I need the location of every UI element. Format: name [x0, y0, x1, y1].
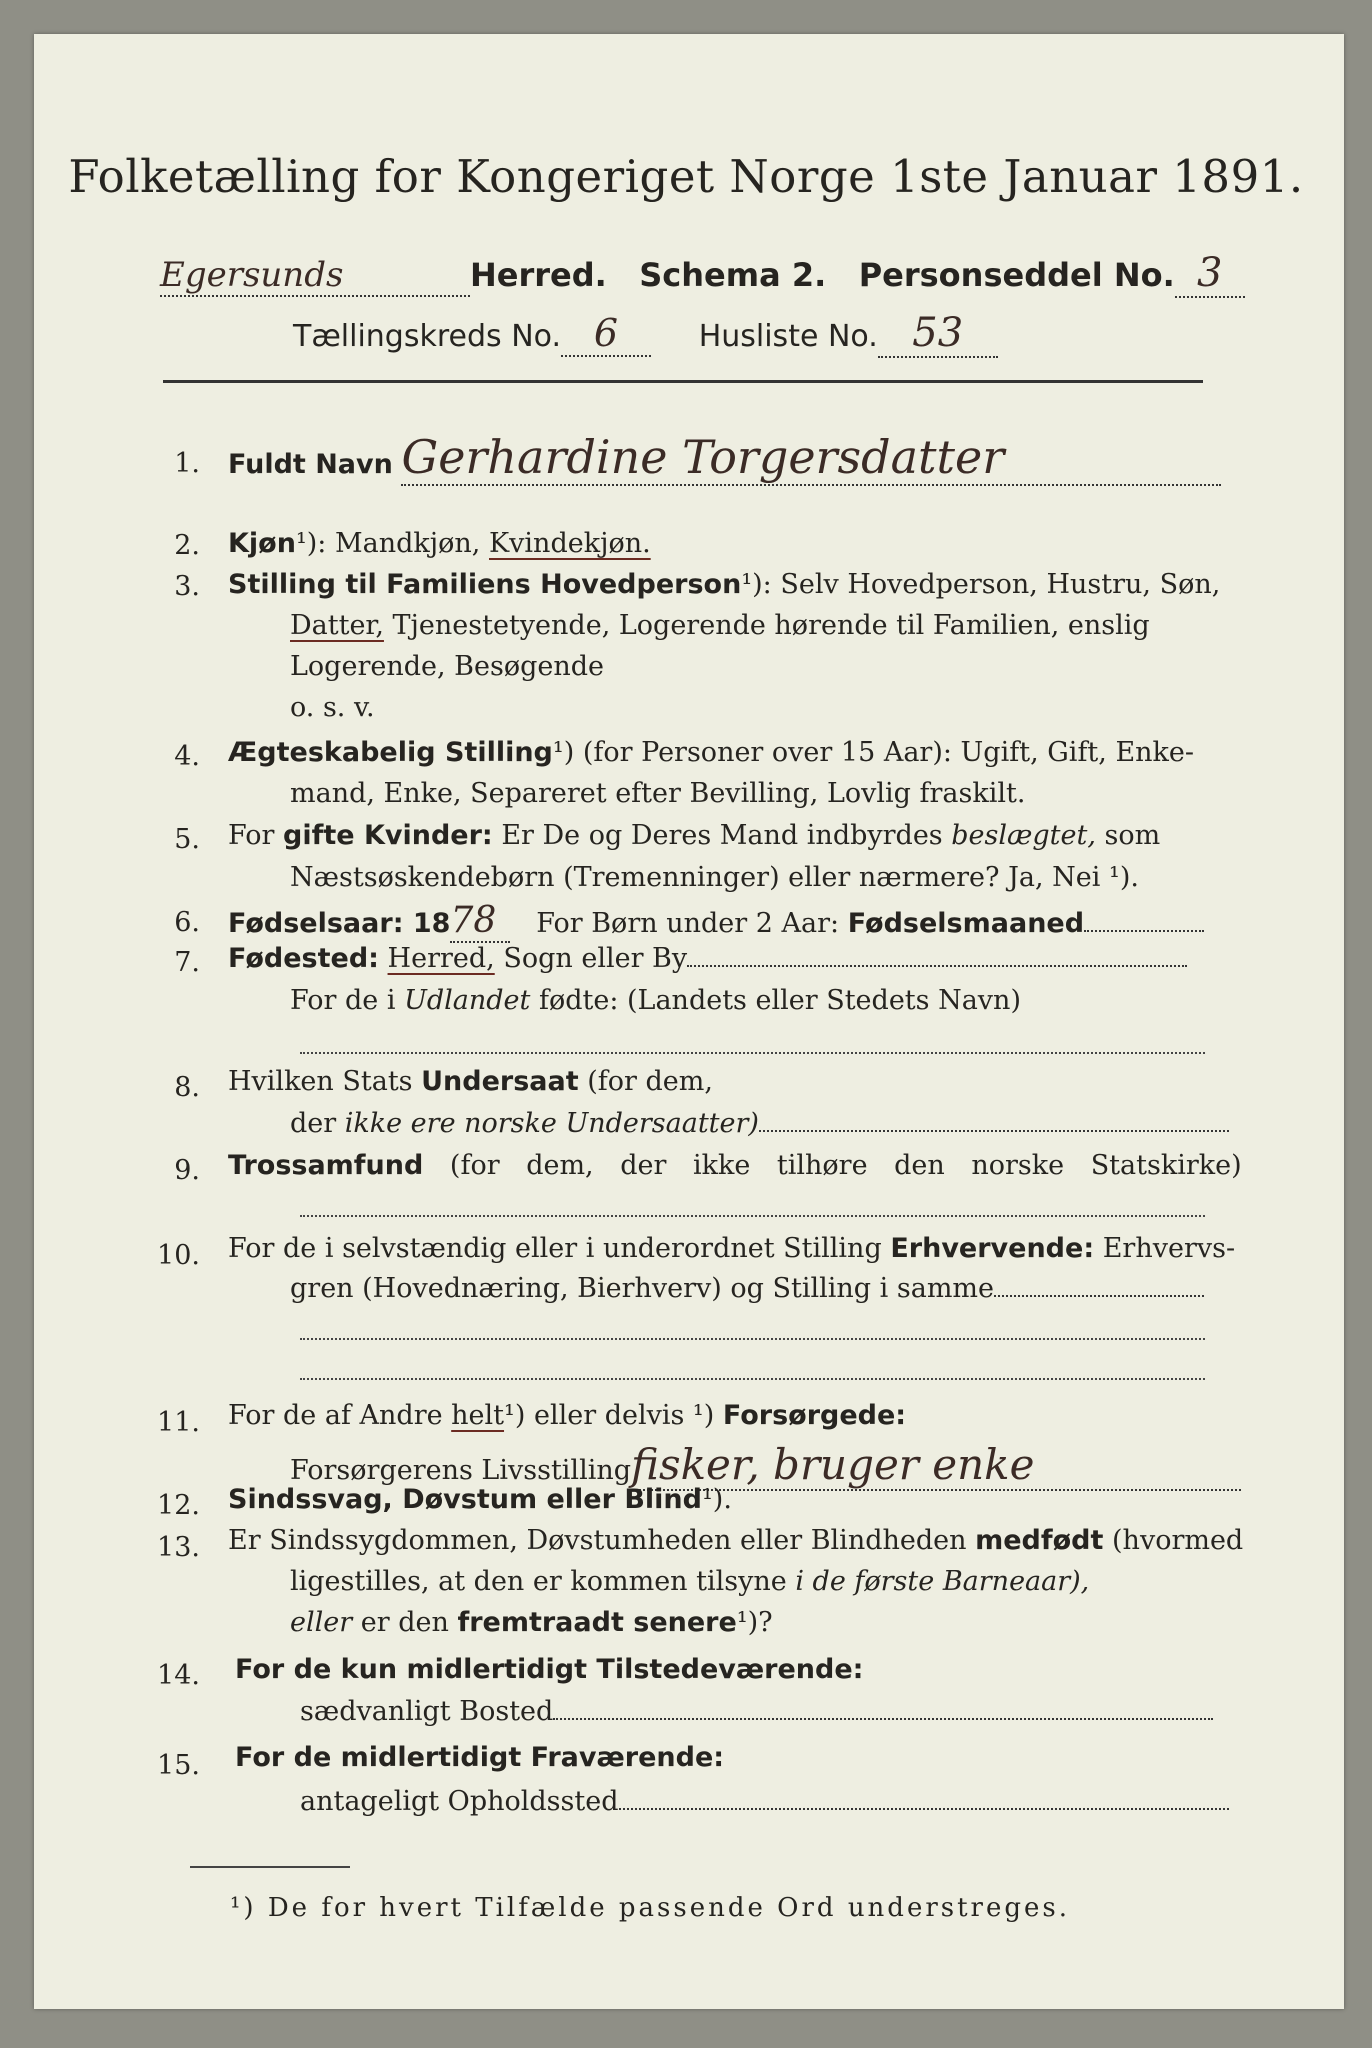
item-14-row-1: [235, 1654, 863, 1685]
item-10-row-1: [228, 1233, 1235, 1264]
item-2-footnote-mark: ¹):: [295, 528, 327, 559]
birth-month-field: [1084, 930, 1204, 932]
item-5-row-1: [228, 820, 1160, 851]
item-12-number: 12.: [157, 1490, 200, 1521]
item-7-herred: Herred,: [387, 943, 495, 974]
item-13-row-1: [228, 1525, 1243, 1556]
footnote-divider: [190, 1866, 350, 1868]
item-10-blank-line-1: [300, 1338, 1205, 1340]
item-1-row: [228, 430, 1221, 486]
item-3-text-3: Logerende, Besøgende: [290, 651, 604, 682]
item-7-number: 7.: [174, 947, 200, 978]
item-11-label: Forsørgede:: [722, 1400, 907, 1431]
item-5-text-1b: beslægtet,: [951, 820, 1096, 851]
item-3-datter: Datter,: [290, 610, 384, 641]
item-13-text-1a: Er Sindssygdommen, Døvstumheden eller Blindheden: [228, 1525, 967, 1556]
item-1-number: 1.: [174, 448, 200, 479]
item-15-row-2: [300, 1786, 1229, 1817]
item-8-text-1b: (for dem,: [587, 1066, 713, 1097]
herred-label: Herred.: [470, 256, 607, 294]
item-3-text-1: Selv Hovedperson, Hustru, Søn,: [780, 569, 1221, 600]
item-3-text-4: o. s. v.: [290, 692, 375, 723]
item-11-text-1a: For de af Andre: [228, 1400, 443, 1431]
item-13-text-2a: ligestilles, at den er kommen tilsyne: [290, 1566, 787, 1597]
item-6-text: For Børn under 2 Aar:: [536, 908, 840, 939]
item-3-text-2: Tjenestetyende, Logerende hørende til Familien, enslig: [392, 610, 1150, 641]
item-12-row: [228, 1484, 732, 1515]
item-7-text-2a: For de i: [290, 985, 396, 1016]
item-10-label: Erhvervende:: [890, 1233, 1095, 1264]
item-5-text-1c: som: [1104, 820, 1161, 851]
item-10-text-2: gren (Hovednæring, Bierhverv) og Stilling i samme: [290, 1273, 995, 1304]
item-7-blank-line: [300, 1052, 1205, 1054]
item-4-row-1: [228, 737, 1194, 768]
provider-occupation-value: fisker, bruger enke: [631, 1440, 1241, 1491]
item-13-label: medfødt: [975, 1525, 1104, 1556]
item-9-blank-line: [300, 1215, 1205, 1217]
header-herred-line: [160, 250, 1245, 298]
item-14-label: For de kun midlertidigt Tilstedeværende:: [235, 1654, 864, 1685]
item-2-kvindekjon: Kvindekjøn.: [489, 528, 651, 559]
item-13-text-3a: eller: [290, 1607, 353, 1638]
item-2-label: Kjøn: [228, 528, 296, 559]
item-8-text-1a: Hvilken Stats: [228, 1066, 413, 1097]
item-5-number: 5.: [174, 824, 200, 855]
item-9-label: Trossamfund: [228, 1150, 424, 1181]
header-kreds-line: [293, 310, 998, 358]
item-8-text-2b: ikke ere norske Undersaatter): [344, 1108, 759, 1139]
item-7-row-2: [290, 985, 1021, 1016]
item-13-row-2: [290, 1566, 1089, 1597]
item-13-row-3: [290, 1607, 773, 1638]
item-13-label-2: fremtraadt senere: [457, 1607, 737, 1638]
item-13-text-3b: er den: [360, 1607, 449, 1638]
item-5-text-1a: Er De og Deres Mand indbyrdes: [501, 820, 943, 851]
item-3-footnote-mark: ¹):: [741, 569, 772, 600]
herred-value: Egersunds: [160, 255, 470, 297]
item-10-number: 10.: [157, 1240, 200, 1271]
item-6-row: [228, 900, 1204, 943]
item-6-number: 6.: [174, 907, 200, 938]
item-4-number: 4.: [174, 741, 200, 772]
item-10-text-1a: For de i selvstændig eller i underordnet Stilling: [228, 1233, 882, 1264]
item-8-label: Undersaat: [421, 1066, 579, 1097]
item-14-text: sædvanligt Bosted: [300, 1696, 554, 1727]
item-11-helt: helt: [451, 1400, 505, 1431]
item-11-row-1: [228, 1400, 906, 1431]
item-7-text-2b: Udlandet: [404, 985, 531, 1016]
item-15-text: antageligt Opholdssted: [300, 1786, 619, 1817]
kreds-value: 6: [561, 311, 651, 357]
item-8-number: 8.: [174, 1072, 200, 1103]
item-15-row-1: [235, 1742, 724, 1773]
item-10-text-1b: Erhvervs-: [1102, 1233, 1236, 1264]
item-7-label: Fødested:: [228, 943, 379, 974]
personseddel-label: Personseddel No.: [858, 256, 1175, 294]
birth-year-value: 78: [450, 900, 510, 943]
form-title: Folketælling for Kongeriget Norge 1ste Januar 1891.: [68, 150, 1304, 203]
header-divider: [163, 380, 1203, 383]
probable-stay-field: [619, 1808, 1229, 1810]
item-9-text: (for dem, der ikke tilhøre den norske Statskirke): [449, 1150, 1242, 1181]
item-8-text-2a: der: [290, 1108, 337, 1139]
item-4-text-1: (for Personer over 15 Aar): Ugift, Gift, Enke-: [582, 737, 1195, 768]
item-7-text-2c: fødte: (Landets eller Stedets Navn): [538, 985, 1021, 1016]
item-9-row: [228, 1150, 1242, 1181]
item-11-number: 11.: [157, 1407, 200, 1438]
item-5-label-pre: For: [228, 820, 275, 851]
item-12-footnote-mark: ¹).: [701, 1484, 732, 1515]
occupation-field: [994, 1295, 1204, 1297]
item-13-text-1b: (hvormed: [1112, 1525, 1244, 1556]
item-12-label: Sindssvag, Døvstum eller Blind: [228, 1484, 702, 1515]
husliste-label: Husliste No.: [698, 319, 878, 354]
item-3-number: 3.: [174, 571, 200, 602]
item-11-text-1b: ¹) eller delvis ¹): [504, 1400, 715, 1431]
item-2-mandkjon: Mandkjøn,: [335, 528, 481, 559]
schema-label: Schema 2.: [639, 256, 827, 294]
item-9-number: 9.: [174, 1155, 200, 1186]
item-2-row: [228, 528, 651, 559]
item-15-number: 15.: [157, 1750, 200, 1781]
item-11-text-2: Forsørgerens Livsstilling: [290, 1455, 632, 1486]
item-14-number: 14.: [157, 1660, 200, 1691]
item-3-row-2: [290, 610, 1150, 641]
footnote: ¹) De for hvert Tilfælde passende Ord understreges.: [230, 1893, 1071, 1923]
item-7-row-1: [228, 943, 1187, 974]
kreds-label: Tællingskreds No.: [293, 319, 561, 354]
item-4-footnote-mark: ¹): [552, 737, 575, 768]
item-6-label-2: Fødselsmaaned: [847, 908, 1085, 939]
item-14-row-2: [300, 1696, 1213, 1727]
item-10-blank-line-2: [300, 1378, 1205, 1380]
item-4-text-2: mand, Enke, Separeret efter Bevilling, Lovlig fraskilt.: [290, 778, 1026, 809]
item-1-label: Fuldt Navn: [228, 449, 393, 480]
item-7-text-1: Sogn eller By: [503, 943, 688, 974]
item-13-text-2b: i de første Barneaar),: [795, 1566, 1090, 1597]
usual-residence-field: [553, 1718, 1213, 1720]
birthplace-field: [687, 965, 1187, 967]
husliste-value: 53: [878, 310, 998, 358]
personseddel-value: 3: [1175, 250, 1245, 298]
item-13-number: 13.: [157, 1532, 200, 1563]
item-10-row-2: [290, 1273, 1204, 1304]
item-15-label: For de midlertidigt Fraværende:: [235, 1742, 725, 1773]
nationality-field: [759, 1130, 1229, 1132]
full-name-value: Gerhardine Torgersdatter: [401, 430, 1221, 486]
item-6-label: Fødselsaar: 18: [228, 908, 451, 939]
item-3-label: Stilling til Familiens Hovedperson: [228, 569, 742, 600]
item-13-text-3c: ¹)?: [736, 1607, 773, 1638]
item-5-label: gifte Kvinder:: [283, 820, 493, 851]
item-8-row-2: [290, 1108, 1229, 1139]
item-4-label: Ægteskabelig Stilling: [228, 737, 553, 768]
item-8-row-1: [228, 1066, 713, 1097]
item-2-number: 2.: [174, 530, 200, 561]
item-3-row-1: [228, 569, 1220, 600]
item-5-text-2: Næstsøskendebørn (Tremenninger) eller nærmere? Ja, Nei ¹).: [290, 862, 1139, 893]
